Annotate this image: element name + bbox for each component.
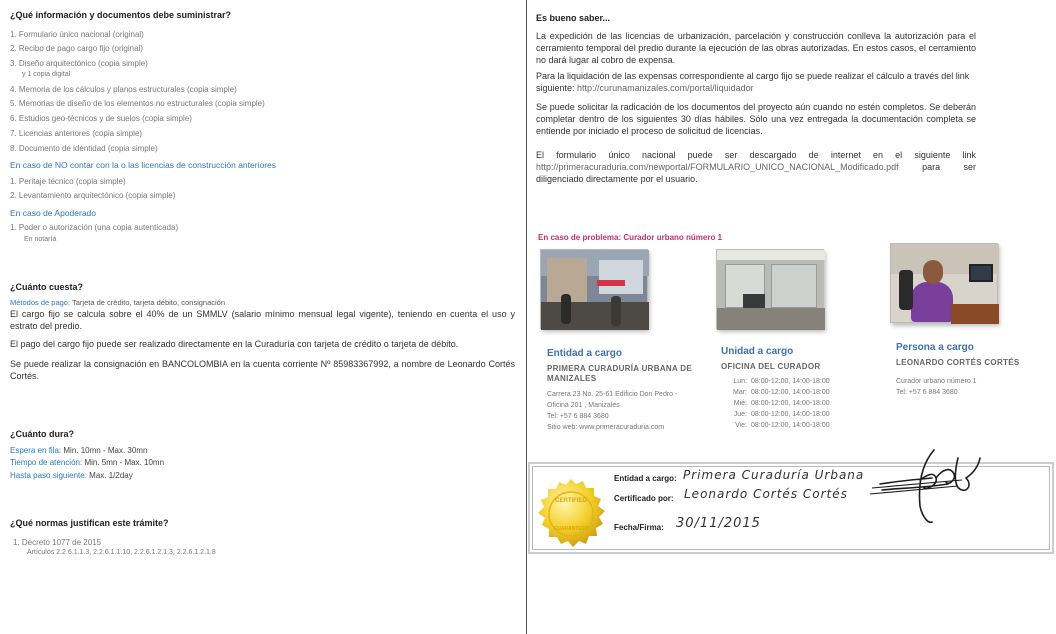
cost-paragraph-1: El cargo fijo se calcula sobre el 40% de un SMMLV (salario mínimo mensual legal vigente), teniendo en cuenta el uso y estrato del predio. xyxy=(10,309,515,331)
cert-date-label: Fecha/Firma: xyxy=(614,523,664,532)
duration-label: Hasta paso siguiente: xyxy=(10,471,87,480)
entidad-title: Entidad a cargo xyxy=(547,348,623,359)
list-item: 5. Memorias de diseño de los elementos no estructurales (copia simple) xyxy=(10,99,265,108)
list-item: 1. Formulario único nacional (original) xyxy=(10,30,144,39)
hours-row xyxy=(721,409,891,420)
entidad-address-2: Oficina 201 , Manizales xyxy=(547,402,620,409)
hours-day: Vie: xyxy=(735,422,747,429)
payment-label: Métodos de pago: xyxy=(10,298,71,307)
cert-by-label: Certificado por: xyxy=(614,494,674,503)
hours-time: 08:00-12:00, 14:00-18:00 xyxy=(751,422,830,429)
seal-text-top: CERTIFIED xyxy=(555,498,587,504)
info-paragraph-2 xyxy=(536,70,976,94)
curator-photo xyxy=(890,243,998,323)
hours-row xyxy=(721,398,891,409)
hours-row xyxy=(721,376,891,387)
duration-label: Tiempo de atención: xyxy=(10,458,83,467)
list-item: 1. Peritaje técnico (copia simple) xyxy=(10,177,126,186)
hours-day: Mié: xyxy=(733,400,747,407)
cost-paragraph-3: Se puede realizar la consignación en BANCOLOMBIA en la cuenta corriente Nº 85983367992, a nombre de Leonardo Cortés Cortés. xyxy=(10,359,515,381)
good-to-know-heading: Es bueno saber... xyxy=(536,13,611,23)
problem-heading: En caso de problema: Curador urbano número 1 xyxy=(538,233,723,242)
duration-row xyxy=(10,458,164,467)
hours-row xyxy=(721,420,891,431)
payment-value: Tarjeta de crédito, tarjeta débito, consignación xyxy=(72,298,226,307)
payment-methods xyxy=(10,298,225,307)
sub-heading-apoderado: En caso de Apoderado xyxy=(10,208,97,218)
building-photo xyxy=(540,249,648,329)
info-text: para ser diligenciado directamente por el usuario. xyxy=(536,162,976,184)
persona-name: LEONARDO CORTÉS CORTÉS xyxy=(896,358,1020,367)
cert-entidad-value: Primera Curaduría Urbana xyxy=(683,468,865,482)
unidad-name: OFICINA DEL CURADOR xyxy=(721,362,821,371)
duration-row xyxy=(10,446,147,455)
entidad-name: PRIMERA CURADURÍA URBANA DE MANIZALES xyxy=(547,364,692,383)
info-paragraph-4 xyxy=(536,149,976,185)
list-item: En notaría xyxy=(24,236,57,243)
info-text: Para la liquidación de las expensas correspondiente al cargo fijo se puede realizar el cálculo a través del link siguiente: xyxy=(536,71,970,93)
hours-day: Lun: xyxy=(733,378,747,385)
persona-column xyxy=(896,342,1046,398)
list-item: 2. Recibo de pago cargo fijo (original) xyxy=(10,44,143,53)
cert-by-value: Leonardo Cortés Cortés xyxy=(684,487,848,501)
list-item: 6. Estudios geo-técnicos y de suelos (copia simple) xyxy=(10,114,192,123)
hours-row xyxy=(721,387,891,398)
hours-day: Jue: xyxy=(733,411,747,418)
unidad-title: Unidad a cargo xyxy=(721,346,794,357)
list-item: 8. Documento de identidad (copia simple) xyxy=(10,144,158,153)
section-heading-documents: ¿Qué información y documentos debe suministrar? xyxy=(10,10,232,20)
hours-time: 08:00-12:00, 14:00-18:00 xyxy=(751,411,830,418)
duration-value: Max. 1/2day xyxy=(89,471,133,480)
section-heading-norms: ¿Qué normas justifican este trámite? xyxy=(10,518,169,528)
duration-label: Espera en fila: xyxy=(10,446,62,455)
persona-phone: Tel: +57 6 884 3680 xyxy=(896,389,958,396)
duration-value: Min. 10mn - Max. 30mn xyxy=(63,446,148,455)
signature-icon xyxy=(862,444,982,528)
hours-time: 08:00-12:00, 14:00-18:00 xyxy=(751,378,830,385)
gold-seal-icon xyxy=(535,478,607,550)
duration-value: Min. 5mn - Max. 10mn xyxy=(84,458,165,467)
hours-time: 08:00-12:00, 14:00-18:00 xyxy=(751,389,830,396)
list-item: 1. Poder o autorización (una copia autenticada) xyxy=(10,223,179,232)
persona-role: Curador urbano número 1 xyxy=(896,378,977,385)
hours-time: 08:00-12:00, 14:00-18:00 xyxy=(751,400,830,407)
office-photo xyxy=(716,249,824,329)
norm-articles: Artículos 2.2.6.1.1.3, 2.2.6.1.1.10, 2.2.6.1.2.1.3, 2.2.6.1.2.1.8 xyxy=(27,549,216,556)
hours-day: Mar: xyxy=(733,389,747,396)
list-item: 2. Levantamiento arquitectónico (copia simple) xyxy=(10,191,176,200)
form-download-link[interactable]: http://primeracuraduria.com/newportal/FORMULARIO_UNICO_NACIONAL_Modificado.pdf xyxy=(536,162,899,172)
list-item: y 1 copia digital xyxy=(22,71,71,78)
norm-item: 1. Decreto 1077 de 2015 xyxy=(13,538,102,547)
info-paragraph-1: La expedición de las licencias de urbanización, parcelación y construcción conlleva la autorización para el cerramiento temporal del predio durante la ejecución de las obras autorizadas. En estos casos, el cerramiento no dará lugar al cobro de expensa. xyxy=(536,31,976,65)
list-item: 4. Memoria de los cálculos y planos estructurales (copia simple) xyxy=(10,85,237,94)
entidad-phone: Tel: +57 6 884 3680 xyxy=(547,413,609,420)
sub-heading-no-licenses: En caso de NO contar con la o las licencias de construcción anteriores xyxy=(10,160,276,170)
unidad-column xyxy=(721,346,891,431)
entidad-website[interactable]: Sitio web: www.primeracuraduria.com xyxy=(547,424,665,431)
cert-date-value: 30/11/2015 xyxy=(676,516,761,531)
persona-title: Persona a cargo xyxy=(896,342,974,353)
duration-row xyxy=(10,471,133,480)
section-heading-duration: ¿Cuánto dura? xyxy=(10,429,74,439)
cert-entidad-label: Entidad a cargo: xyxy=(614,474,677,483)
section-heading-cost: ¿Cuánto cuesta? xyxy=(10,282,84,292)
list-item: 3. Diseño arquitectónico (copia simple) xyxy=(10,59,148,68)
seal-text-bottom: GUARANTEED xyxy=(553,526,589,532)
info-paragraph-3: Se puede solicitar la radicación de los documentos del proyecto aún cuando no estén completos. Se deberán completar dentro de los siguientes 30 días hábiles. Sólo una vez entregada la documentación completa se entiende por iniciado el proceso de solicitud de licencias. xyxy=(536,102,976,136)
cost-paragraph-2: El pago del cargo fijo puede ser realizado directamente en la Curaduría con tarjeta de crédito o tarjeta de débito. xyxy=(10,339,459,349)
entidad-column xyxy=(547,348,707,433)
list-item: 7. Licencias anteriores (copia simple) xyxy=(10,129,143,138)
entidad-address-1: Carrera 23 No. 25-61 Edificio Don Pedro - xyxy=(547,391,678,398)
page-divider xyxy=(526,0,527,634)
liquidador-link[interactable]: http://curunamanizales.com/portal/liquidador xyxy=(577,83,754,93)
info-text: El formulario único nacional puede ser descargado de internet en el siguiente link xyxy=(536,150,976,160)
